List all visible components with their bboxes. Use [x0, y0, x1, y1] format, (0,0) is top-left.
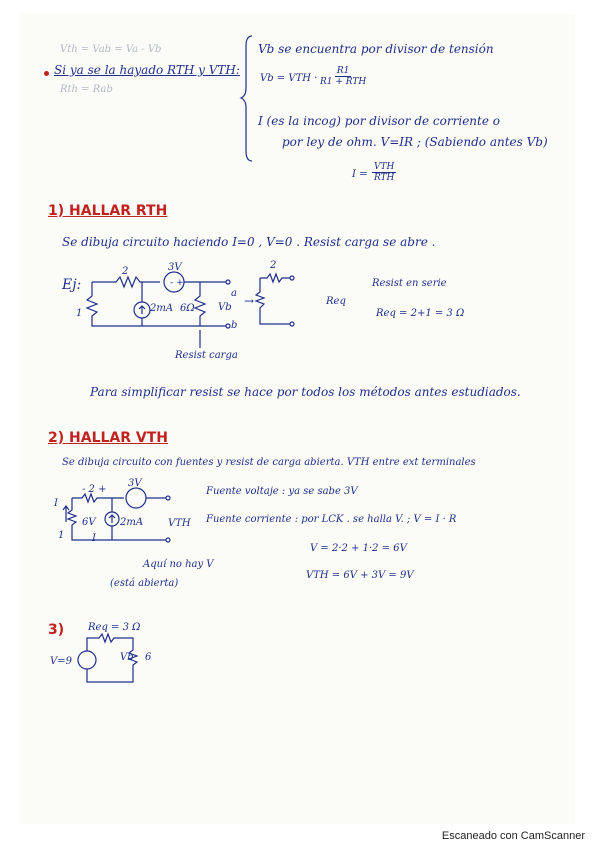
i-fraction	[372, 162, 396, 183]
vb-fraction-num: R1	[336, 66, 350, 76]
circuit-1-simplified	[255, 268, 315, 328]
s3-req-label: Req = 3 Ω	[88, 622, 141, 633]
c1-label-3v: 3V	[168, 262, 182, 273]
i-formula-lhs: I =	[352, 169, 368, 180]
c1-label-vb: Vb	[218, 302, 232, 313]
s3-r6-label: 6	[145, 652, 152, 663]
c1-label-2ma: 2mA	[150, 303, 174, 314]
c2-label-6v: 6V	[82, 517, 96, 528]
scanner-watermark: Escaneado con CamScanner	[441, 830, 585, 842]
vth-equation: VTH = 6V + 3V = 9V	[306, 570, 414, 581]
svg-text:- +: - +	[170, 278, 184, 288]
c1-label-2: 2	[122, 266, 129, 277]
c2-label-i2: I	[92, 533, 96, 544]
vb-fraction	[320, 66, 366, 87]
faded-text: Vth = Vab = Va - Vb	[60, 44, 162, 55]
c1-arrow: →	[244, 294, 255, 308]
vb-fraction-den: R1 + RTH	[320, 77, 367, 87]
aqui-note: Aquí no hay V	[143, 559, 214, 570]
s3-vb-label: Vb	[120, 652, 134, 663]
c2-label-minus2plus: - 2 +	[82, 484, 107, 495]
i-fraction-num: VTH	[374, 162, 395, 172]
c2-label-3v: 3V	[128, 478, 142, 489]
circuit-3-diagram	[75, 630, 155, 690]
faded-text-2: Rth = Rab	[60, 84, 113, 95]
c1-label-a: a	[231, 288, 237, 299]
bullet-dot	[44, 71, 49, 76]
c2-label-2ma: 2mA	[120, 517, 144, 528]
c1-label-1: 1	[76, 308, 83, 319]
v-equation: V = 2·2 + 1·2 = 6V	[310, 543, 407, 554]
divisor-tension-note: Vb se encuentra por divisor de tensión	[258, 42, 494, 56]
ley-ohm-note: por ley de ohm. V=IR ; (Sabiendo antes Vb)	[282, 135, 548, 149]
req-equation: Req = 2+1 = 3 Ω	[376, 308, 465, 319]
c2-label-vth: VTH	[168, 518, 191, 529]
section-1-intro: Se dibuja circuito haciendo I=0 , V=0 . Resist carga se abre .	[62, 235, 436, 249]
top-statement: Si ya se la hayado RTH y VTH:	[54, 63, 240, 77]
c1-label-6: 6Ω	[180, 303, 195, 314]
divisor-corriente-note: I (es la incog) por divisor de corriente o	[258, 114, 500, 128]
c1s-label-2: 2	[270, 260, 277, 271]
c2-label-1: 1	[58, 530, 65, 541]
ej-label: Ej:	[62, 277, 82, 293]
simplify-note: Para simplificar resist se hace por todos los métodos antes estudiados.	[90, 385, 521, 399]
i-fraction-den: RTH	[373, 173, 395, 183]
abierta-note: (está abierta)	[110, 578, 179, 589]
resist-carga-label: Resist carga	[175, 350, 238, 361]
section-2-title: 2) HALLAR VTH	[48, 430, 168, 446]
fuente-corriente-note: Fuente corriente : por LCK . se halla V. ; V = I · R	[206, 514, 457, 525]
section-2-intro: Se dibuja circuito con fuentes y resist de carga abierta. VTH entre ext terminales	[62, 457, 476, 468]
section-1-title: 1) HALLAR RTH	[48, 203, 168, 219]
section-3-title: 3)	[48, 622, 65, 638]
vb-formula-lhs: Vb = VTH ·	[260, 73, 318, 84]
resist-serie-note: Resist en serie	[372, 278, 447, 289]
c1-label-b: b	[231, 320, 238, 331]
s3-v9-label: V=9	[50, 656, 72, 667]
c2-label-i: I	[54, 498, 58, 509]
fuente-voltaje-note: Fuente voltaje : ya se sabe 3V	[206, 486, 358, 497]
c1s-label-req: Req	[326, 296, 346, 307]
brace-icon	[244, 36, 254, 161]
